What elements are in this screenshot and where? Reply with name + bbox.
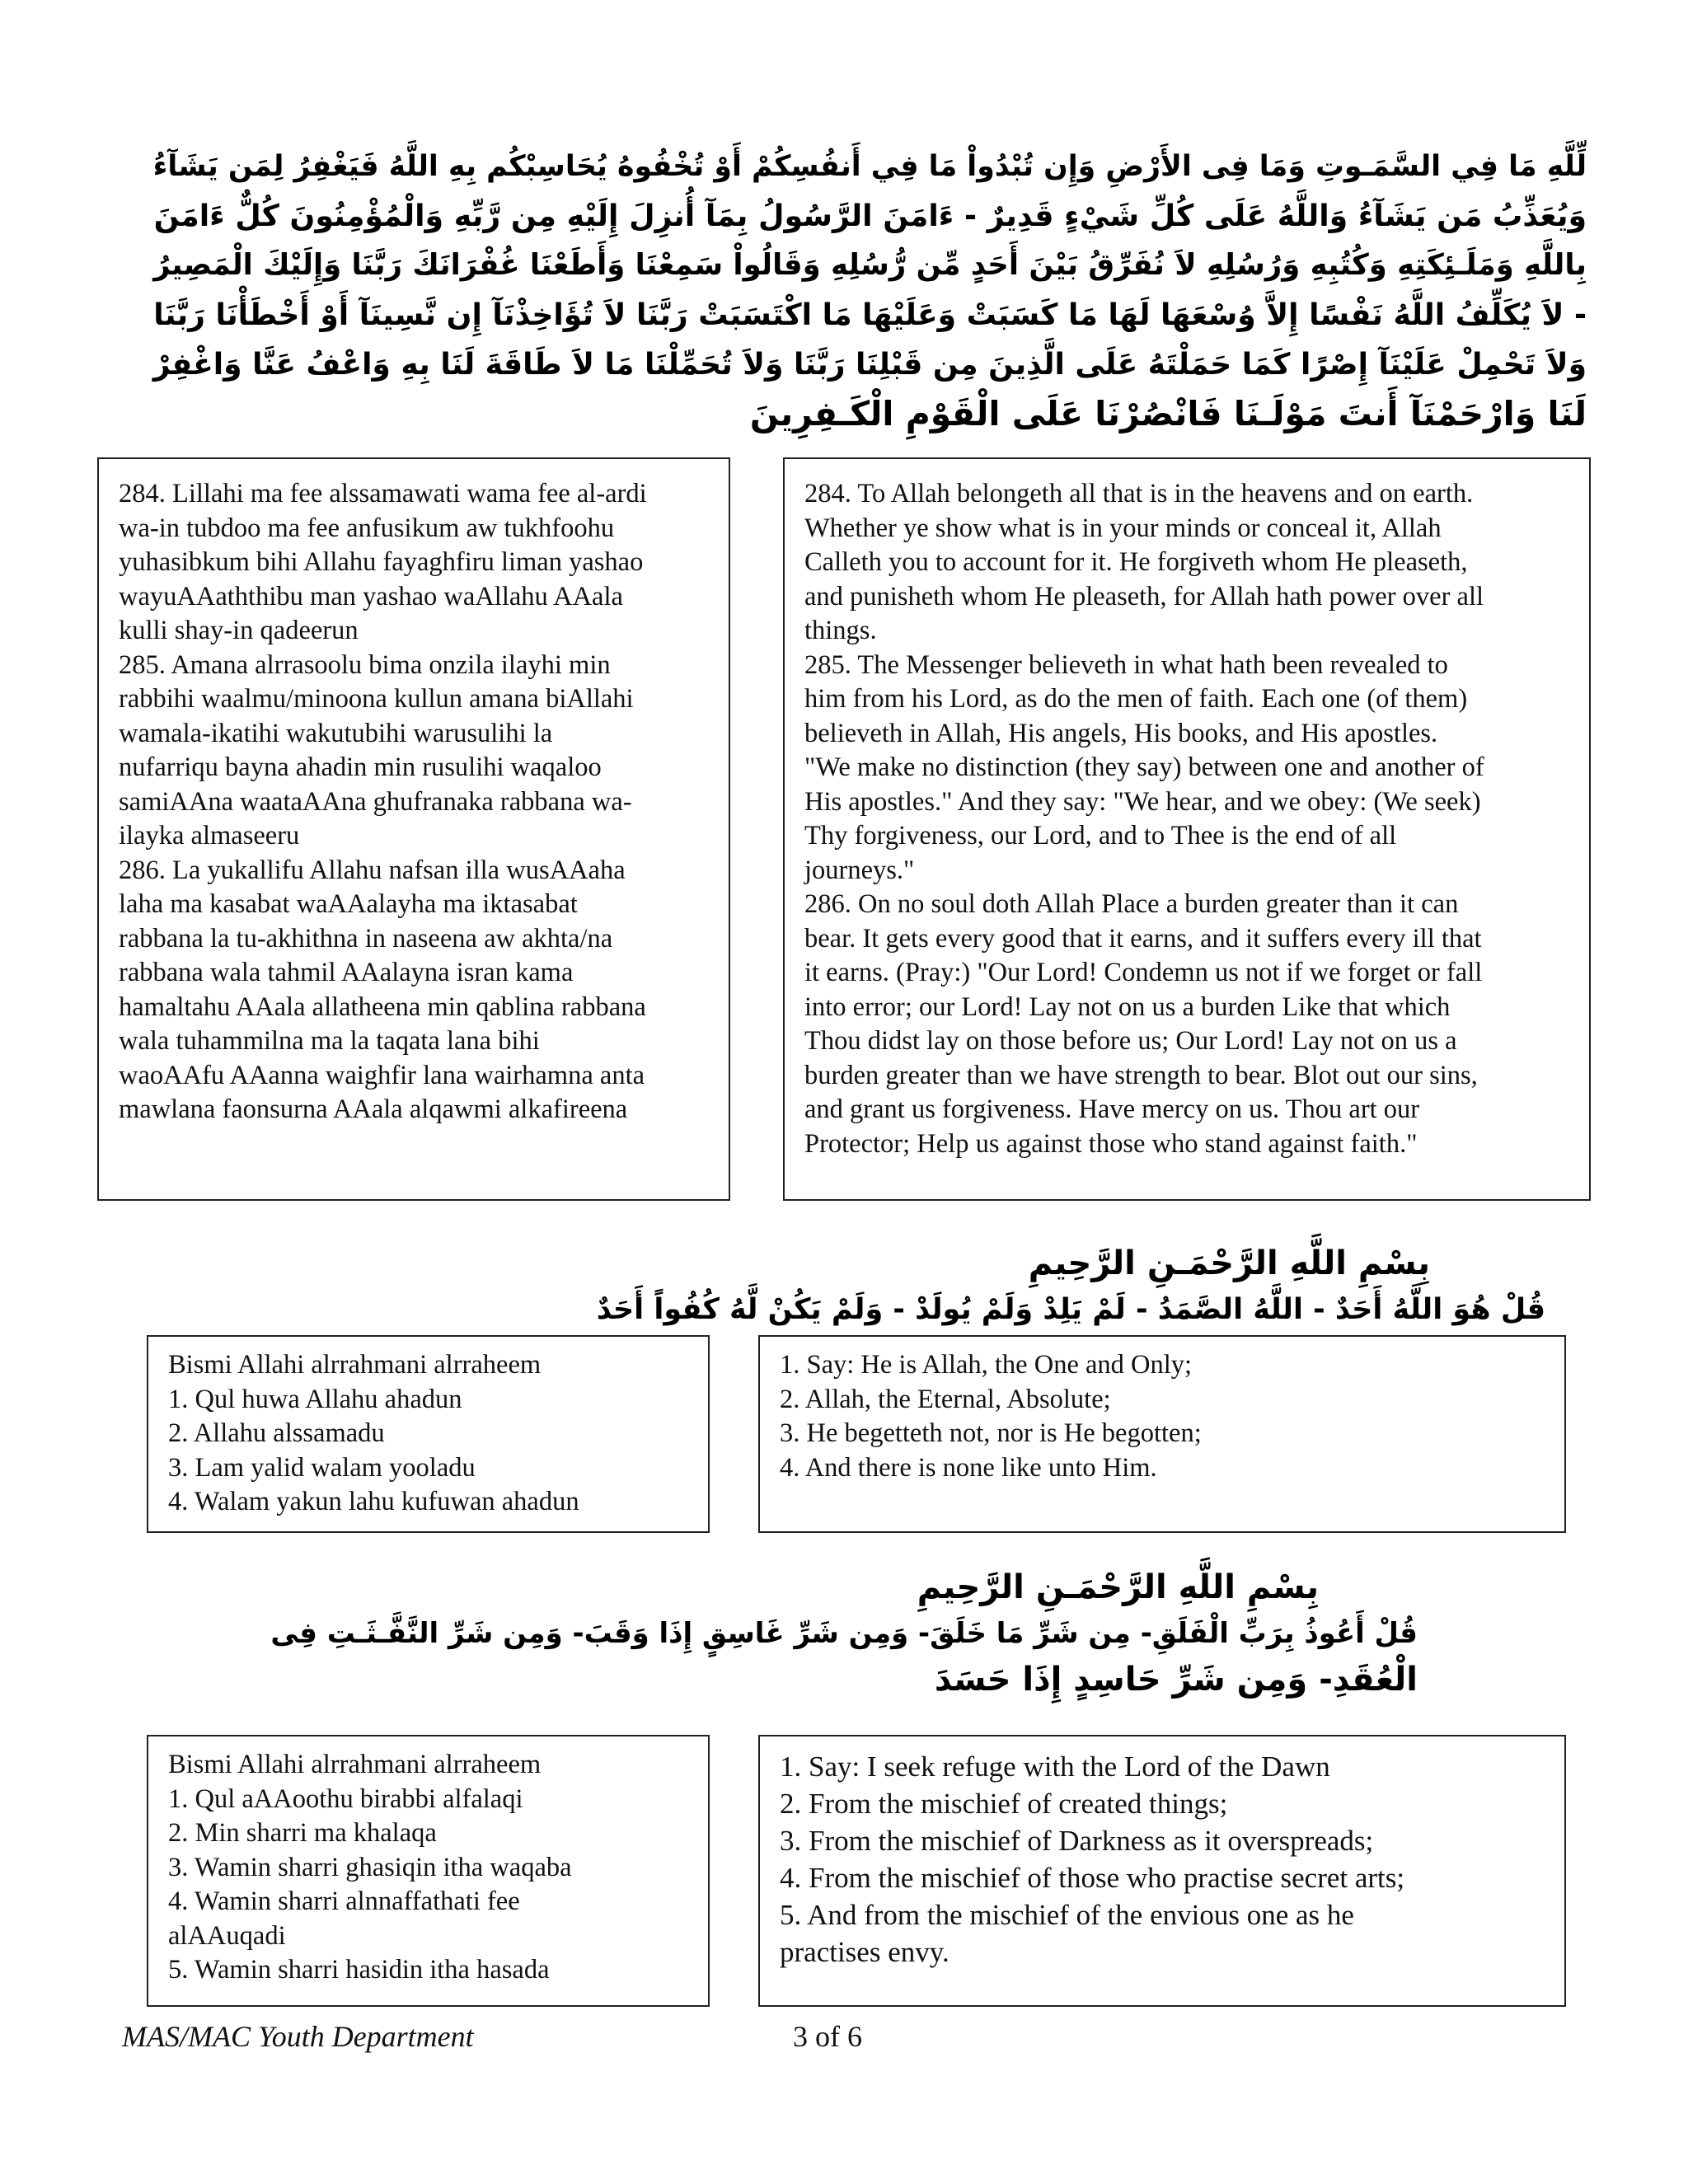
arabic-surah-ikhlas <box>577 1240 1545 1333</box>
arabic-line: وَلاَ تَحْمِلْ عَلَيْنَآ إِصْرًا كَمَا حَمَلْتَهُ عَلَى الَّذِينَ مِن قَبْلِنَا رَبَّنَا وَلاَ تُحَمِّلْنَا مَا لاَ طَاقَةَ لَنَا بِهِ وَاعْفُ عَنَّا وَاغْفِرْ <box>152 347 1587 382</box>
arabic-line: بِاللَّهِ وَمَلَـئِكَتِهِ وَكُتُبِهِ وَرُسُلِهِ لاَ نُفَرِّقُ بَيْنَ أَحَدٍ مِّن رُّسُلِهِ وَقَالُواْ سَمِعْنَا وَأَطَعْنَا غُفْرَانَكَ رَبَّنَا وَإِلَيْكَ الْمَصِيرُ <box>153 248 1587 282</box>
page-number: 3 of 6 <box>793 2020 862 2053</box>
transliteration-text: Bismi Allahi alrrahmani alrraheem 1. Qul aAAoothu birabbi alfalaqi 2. Min sharri ma khalaqa 3. Wamin sharri ghasiqin itha waqaba 4. Wamin sharri alnnaffathati fee alAAuqadi 5. Wamin sharri hasidin itha hasada <box>168 1750 572 1985</box>
arabic-line: لِّلَّهِ مَا فِي السَّمَـوتِ وَمَا فِى الأَرْضِ وَإِن تُبْدُواْ مَا فِي أَنفُسِكُمْ أَوْ تُخْفُوهُ يُحَاسِبْكُم بِهِ اللَّهُ فَيَغْفِرُ لِمَن يَشَآءُ <box>152 150 1587 183</box>
translation-box-284-286 <box>783 457 1591 1201</box>
translation-box-falaq <box>758 1735 1566 2007</box>
footer-organization: MAS/MAC Youth Department <box>122 2020 474 2053</box>
arabic-line: الْعُقَدِ- وَمِن شَرِّ حَاسِدٍ إِذَا حَسَدَ <box>934 1661 1418 1699</box>
transliteration-box-284-286 <box>97 457 730 1201</box>
basmala: بِسْمِ اللَّهِ الرَّحْمَـنِ الرَّحِيمِ <box>1028 1244 1430 1282</box>
arabic-surah-falaq <box>247 1564 1418 1703</box>
arabic-verses-284-286 <box>124 142 1587 438</box>
transliteration-box-falaq <box>147 1735 710 2007</box>
translation-text: 1. Say: I seek refuge with the Lord of the Dawn 2. From the mischief of created things; 3. From the mischief of Darkness as it overspreads; 4. From the mischief of those who practise secret arts; 5. And from the mischief of the envious one as he practises envy. <box>780 1750 1405 1968</box>
translation-text: 1. Say: He is Allah, the One and Only; 2. Allah, the Eternal, Absolute; 3. He begetteth not, nor is He begotten; 4. And there is none like unto Him. <box>780 1350 1202 1483</box>
translation-text: 284. To Allah belongeth all that is in the heavens and on earth. Whether ye show what is in your minds or conceal it, Allah Calleth you to account for it. He forgiveth whom He pleaseth, and punisheth whom He pleaseth, for Allah hath power over all things. 285. The Messenger believeth in what hath been revealed to him from his Lord, as do the men of faith. Each one (of them) believeth in Allah, His angels, His books, and His apostles. "We make no distinction (they say) between one and another of His apostles." And they say: "We hear, and we obey: (We seek) Thy forgiveness, our Lord, and to Thee is the end of all journeys." 286. On no soul doth Allah Place a burden greater than it can bear. It gets every good that it earns, and it suffers every ill that it earns. (Pray:) "Our Lord! Condemn us not if we forget or fall into error; our Lord! Lay not on us a burden Like that which Thou didst lay on those before us; Our Lord! Lay not on us a burden greater than we have strength to bear. Blot out our sins, and grant us forgiveness. Have mercy on us. Thou art our Protector; Help us against those who stand against faith." <box>804 479 1484 1159</box>
arabic-line: قُلْ أَعُوذُ بِرَبِّ الْفَلَقِ- مِن شَرِّ مَا خَلَقَ- وَمِن شَرِّ غَاسِقٍ إِذَا وَقَبَ- وَمِن شَرِّ النَّفَّـثَـتِ فِى <box>270 1617 1418 1649</box>
arabic-line: قُلْ هُوَ اللَّهُ أَحَدٌ - اللَّهُ الصَّمَدُ - لَمْ يَلِدْ وَلَمْ يُولَدْ - وَلَمْ يَكُنْ لَّهُ كُفُواً أَحَدٌ <box>596 1292 1545 1326</box>
arabic-line: وَيُعَذِّبُ مَن يَشَآءُ وَاللَّهُ عَلَى كُلِّ شَيْءٍ قَدِيرٌ - ءَامَنَ الرَّسُولُ بِمَآ أُنزِلَ إِلَيْهِ مِن رَّبِّهِ وَالْمُؤْمِنُونَ كُلٌّ ءَامَنَ <box>153 198 1587 233</box>
translation-box-ikhlas <box>758 1335 1566 1533</box>
arabic-line: لَنَا وَارْحَمْنَآ أَنتَ مَوْلَـنَا فَانْصُرْنَا عَلَى الْقَوْمِ الْكَـفِرِينَ <box>749 394 1587 434</box>
arabic-line: - لاَ يُكَلِّفُ اللَّهُ نَفْسًا إِلاَّ وُسْعَهَا لَهَا مَا كَسَبَتْ وَعَلَيْهَا مَا اكْتَسَبَتْ رَبَّنَا لاَ تُؤَاخِذْنَآ إِن نَّسِينَآ أَوْ أَخْطَأْنَا رَبَّنَا <box>153 297 1587 332</box>
transliteration-box-ikhlas <box>147 1335 710 1533</box>
basmala: بِسْمِ اللَّهِ الرَّحْمَـنِ الرَّحِيمِ <box>917 1568 1319 1606</box>
transliteration-text: Bismi Allahi alrrahmani alrraheem 1. Qul huwa Allahu ahadun 2. Allahu alssamadu 3. Lam yalid walam yooladu 4. Walam yakun lahu kufuwan ahadun <box>168 1350 579 1516</box>
transliteration-text: 284. Lillahi ma fee alssamawati wama fee al-ardi wa-in tubdoo ma fee anfusikum aw tukhfoohu yuhasibkum bihi Allahu fayaghfiru liman yashao wayuAAaththibu man yashao waAllahu AAala kulli shay-in qadeerun 285. Amana alrrasoolu bima onzila ilayhi min rabbihi waalmu/minoona kullun amana biAllahi wamala-ikatihi wakutubihi warusulihi la nufarriqu bayna ahadin min rusulihi waqaloo samiAAna waataAAna ghufranaka rabbana wa- ilayka almaseeru 286. La yukallifu Allahu nafsan illa wusAAaha laha ma kasabat waAAalayha ma iktasabat rabbana la tu-akhithna in naseena aw akhta/na rabbana wala tahmil AAalayna isran kama hamaltahu AAala allatheena min qablina rabbana wala tuhammilna ma la taqata lana bihi waoAAfu AAanna waighfir lana wairhamna anta mawlana faonsurna AAala alqawmi alkafireena <box>119 479 647 1124</box>
